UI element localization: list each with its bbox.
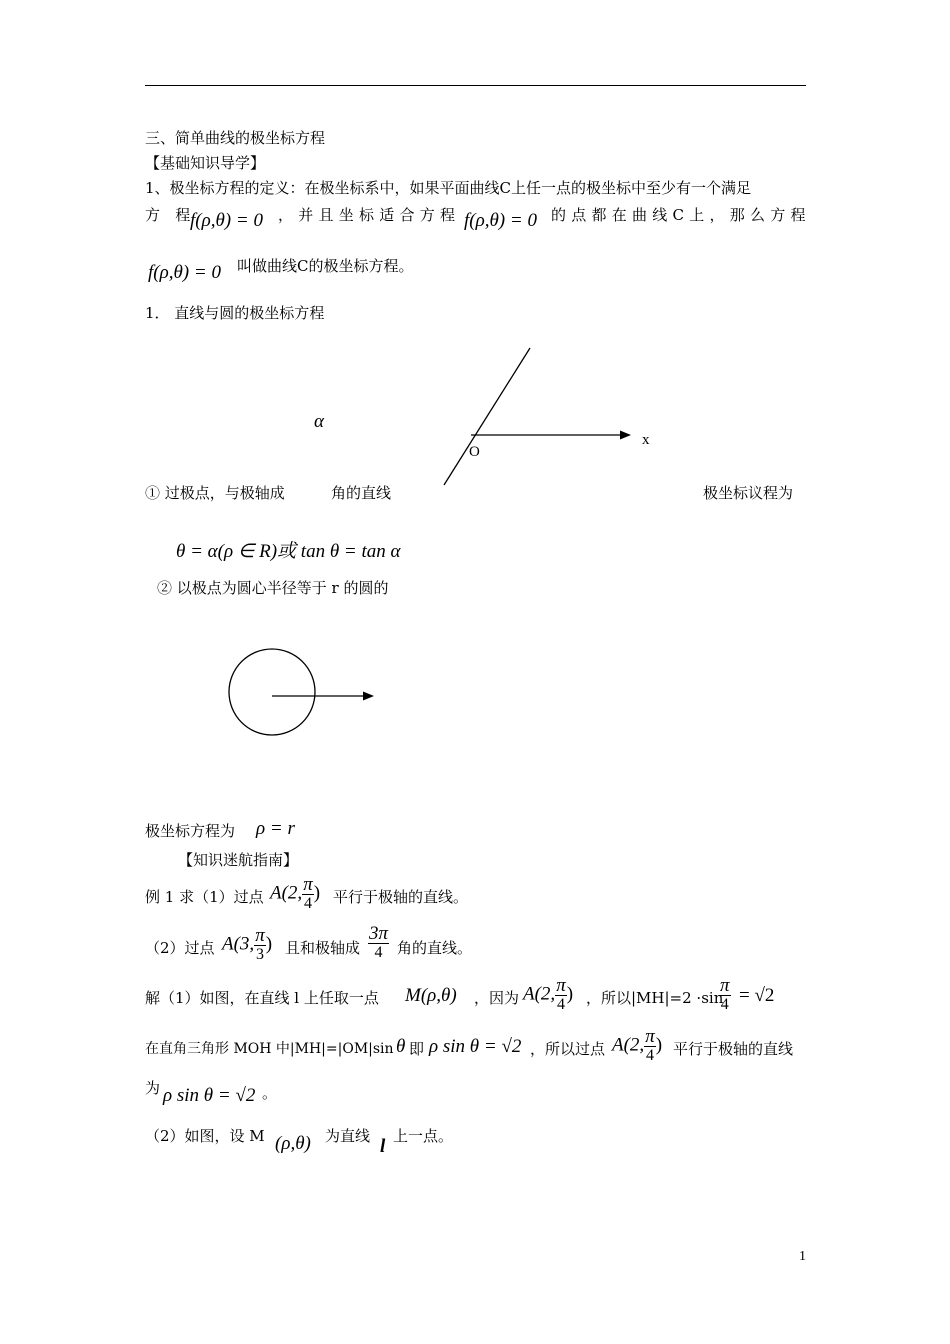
definition-tail: 的点都在曲线C上，那么方程	[551, 206, 811, 224]
solution1-c: ，所以|MH|=2 ·sin	[586, 989, 724, 1007]
pole-label: O	[469, 444, 480, 460]
sqrt2-result: = √2	[739, 985, 775, 1006]
solution4-a: （2）如图，设 M	[145, 1127, 265, 1145]
solution2-b: 即	[409, 1040, 425, 1058]
guide-heading: 【知识迷航指南】	[178, 851, 299, 869]
example1-part2-a: （2）过点	[145, 939, 215, 957]
solution1-a: 解（1）如图，在直线 l 上任取一点	[145, 989, 379, 1007]
circle-figure	[220, 640, 390, 750]
point-M: M(ρ,θ)	[405, 985, 457, 1006]
axis-x-label: x	[642, 432, 650, 448]
rho-sin-equation-final: ρ sin θ = √2	[163, 1085, 256, 1106]
page-number: 1	[799, 1249, 806, 1264]
circle-equation: ρ = r	[256, 818, 295, 839]
example1-part2-c: 角的直线。	[397, 939, 473, 957]
item1-text-a: ① 过极点，与极轴成	[145, 484, 285, 502]
item1-text-b: 角的直线	[331, 484, 392, 502]
basic-knowledge-heading: 【基础知识导学】	[145, 154, 266, 172]
solution1-b: ，因为	[474, 989, 520, 1007]
point-A-3-pi3: A(3, $\frac{\pi}{3}$ )	[222, 925, 273, 963]
rho-sin-equation: ρ sin θ = √2	[429, 1036, 522, 1057]
solution2-d: 平行于极轴的直线	[673, 1040, 794, 1058]
definition-fangcheng: 方 程	[145, 206, 196, 224]
definition-end: 叫做曲线C的极坐标方程。	[237, 257, 414, 275]
solution4-b: 为直线	[325, 1127, 371, 1145]
subsection-title: 1． 直线与圆的极坐标方程	[145, 304, 325, 322]
point-A-2-pi4-b: A(2, $\frac{\pi}{4}$ )	[523, 975, 574, 1013]
example1-part1-b: 平行于极轴的直线。	[333, 888, 469, 906]
alpha-label: α	[314, 411, 324, 432]
solution3-a: 为	[145, 1079, 161, 1097]
equation-f-1: f(ρ,θ) = 0	[190, 210, 263, 231]
line-l: l	[380, 1136, 386, 1157]
definition-mid: ，并且坐标适合方程	[278, 206, 461, 224]
polar-axis-arrowhead	[620, 431, 631, 440]
solution4-c: 上一点。	[393, 1127, 454, 1145]
definition-line-1: 1、极坐标方程的定义：在极坐标系中，如果平面曲线C上任一点的极坐标中至少有一个满足	[145, 179, 752, 197]
circle-shape	[229, 649, 315, 735]
line-through-pole-figure	[430, 340, 660, 490]
sin-pi4: $\frac{\pi}{4}$	[720, 975, 730, 1013]
point-A-2-pi4: A(2, $\frac{\pi}{4}$ )	[270, 874, 321, 912]
radius-arrowhead	[363, 692, 374, 701]
point-M-coords: (ρ,θ)	[275, 1133, 311, 1154]
inclined-line	[444, 348, 530, 485]
angle-3pi4: $\frac{3\pi}{4}$	[369, 923, 389, 961]
theta-symbol: θ	[396, 1036, 406, 1057]
line-polar-equation: θ = α(ρ ∈ R)或 tan θ = tan α	[176, 541, 401, 562]
equation-f-3: f(ρ,θ) = 0	[148, 262, 221, 283]
example1-part1-a: 例 1 求（1）过点	[145, 888, 264, 906]
circle-equation-label: 极坐标方程为	[145, 822, 236, 840]
solution3-end: 。	[262, 1084, 278, 1102]
equation-f-2: f(ρ,θ) = 0	[464, 210, 537, 231]
item1-right-text: 极坐标议程为	[703, 484, 794, 502]
item2-text: ② 以极点为圆心半径等于 r 的圆的	[157, 579, 389, 597]
solution2-a: 在直角三角形 MOH 中|MH|=|OM|sin	[145, 1041, 394, 1057]
header-rule	[145, 85, 806, 86]
section-title: 三、简单曲线的极坐标方程	[145, 129, 326, 147]
example1-part2-b: 且和极轴成	[285, 939, 361, 957]
point-A-2-pi4-c: A(2, $\frac{\pi}{4}$ )	[612, 1026, 663, 1064]
solution2-c: ，所以过点	[530, 1040, 606, 1058]
